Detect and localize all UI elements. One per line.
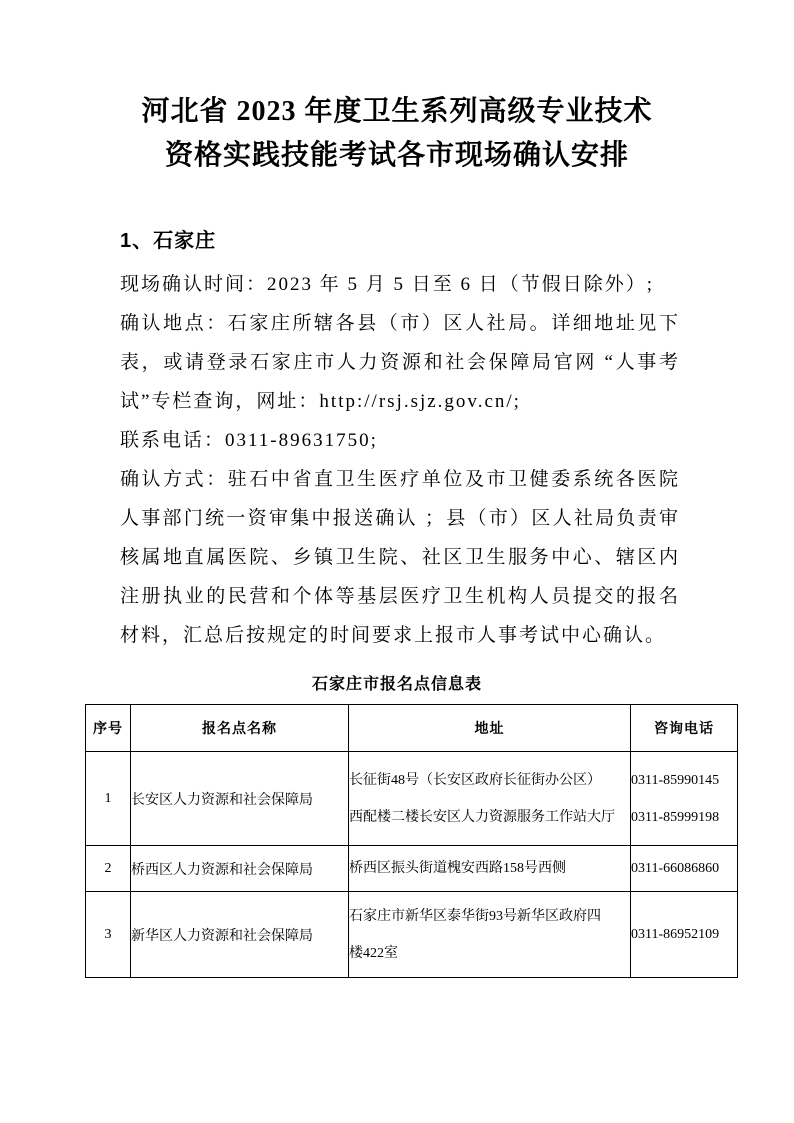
table-row xyxy=(86,752,738,846)
table-row xyxy=(86,846,738,892)
cell-address xyxy=(349,752,631,846)
cell-seq: 2 xyxy=(86,846,131,892)
registration-points-table xyxy=(85,704,738,978)
paragraph-contact-phone: 联系电话：0311-89631750; xyxy=(120,430,378,451)
table-caption: 石家庄市报名点信息表 xyxy=(311,676,482,693)
cell-address xyxy=(349,846,631,892)
cell-seq: 1 xyxy=(86,752,131,846)
address-line: 石家庄市新华区泰华街93号新华区政府四 xyxy=(349,908,601,924)
document-title xyxy=(0,0,794,178)
title-line-2: 资格实践技能考试各市现场确认安排 xyxy=(164,140,629,171)
table-header-row xyxy=(86,705,738,752)
section-heading-shijiazhuang: 1、石家庄 xyxy=(120,230,217,252)
cell-phone xyxy=(631,892,738,978)
cell-seq: 3 xyxy=(86,892,131,978)
address-line: 西配楼二楼长安区人力资源服务工作站大厅 xyxy=(349,809,615,825)
phone-line: 0311-86952109 xyxy=(631,927,720,942)
paragraph-confirmation-time: 现场确认时间：2023 年 5 月 5 日至 6 日（节假日除外）; xyxy=(120,274,655,295)
cell-name: 桥西区人力资源和社会保障局 xyxy=(131,846,349,892)
body-paragraphs xyxy=(120,265,680,655)
cell-phone xyxy=(631,846,738,892)
phone-line: 0311-85990145 xyxy=(631,772,720,788)
cell-phone xyxy=(631,752,738,846)
cell-name: 新华区人力资源和社会保障局 xyxy=(131,892,349,978)
header-address: 地址 xyxy=(349,705,631,752)
address-line: 长征街48号（长安区政府长征街办公区） xyxy=(349,772,601,788)
cell-address xyxy=(349,892,631,978)
address-line: 楼422室 xyxy=(349,945,398,961)
table-row xyxy=(86,892,738,978)
paragraph-confirmation-method: 确认方式：驻石中省直卫生医疗单位及市卫健委系统各医院人事部门统一资审集中报送确认 ；县（市）区人社局负责审核属地直属医院、乡镇卫生院、社区卫生服务中心、辖区内注册执业的民营和个体等基层医疗卫生机构人员提交的报名材料，汇总后按规定的时间要求上报市人事考试中心确认。 xyxy=(120,469,680,646)
phone-line: 0311-66086860 xyxy=(631,861,720,876)
title-line-1: 河北省 2023 年度卫生系列高级专业技术 xyxy=(141,96,653,127)
header-phone: 咨询电话 xyxy=(631,705,738,752)
phone-line: 0311-85999198 xyxy=(631,809,720,825)
address-line: 桥西区振头街道槐安西路158号西侧 xyxy=(349,861,566,876)
header-seq: 序号 xyxy=(86,705,131,752)
paragraph-confirmation-location: 确认地点：石家庄所辖各县（市）区人社局。详细地址见下表，或请登录石家庄市人力资源和社会保障局官网 “人事考试”专栏查询，网址：http://rsj.sjz.gov.cn/; xyxy=(120,313,680,412)
header-name: 报名点名称 xyxy=(131,705,349,752)
cell-name: 长安区人力资源和社会保障局 xyxy=(131,752,349,846)
